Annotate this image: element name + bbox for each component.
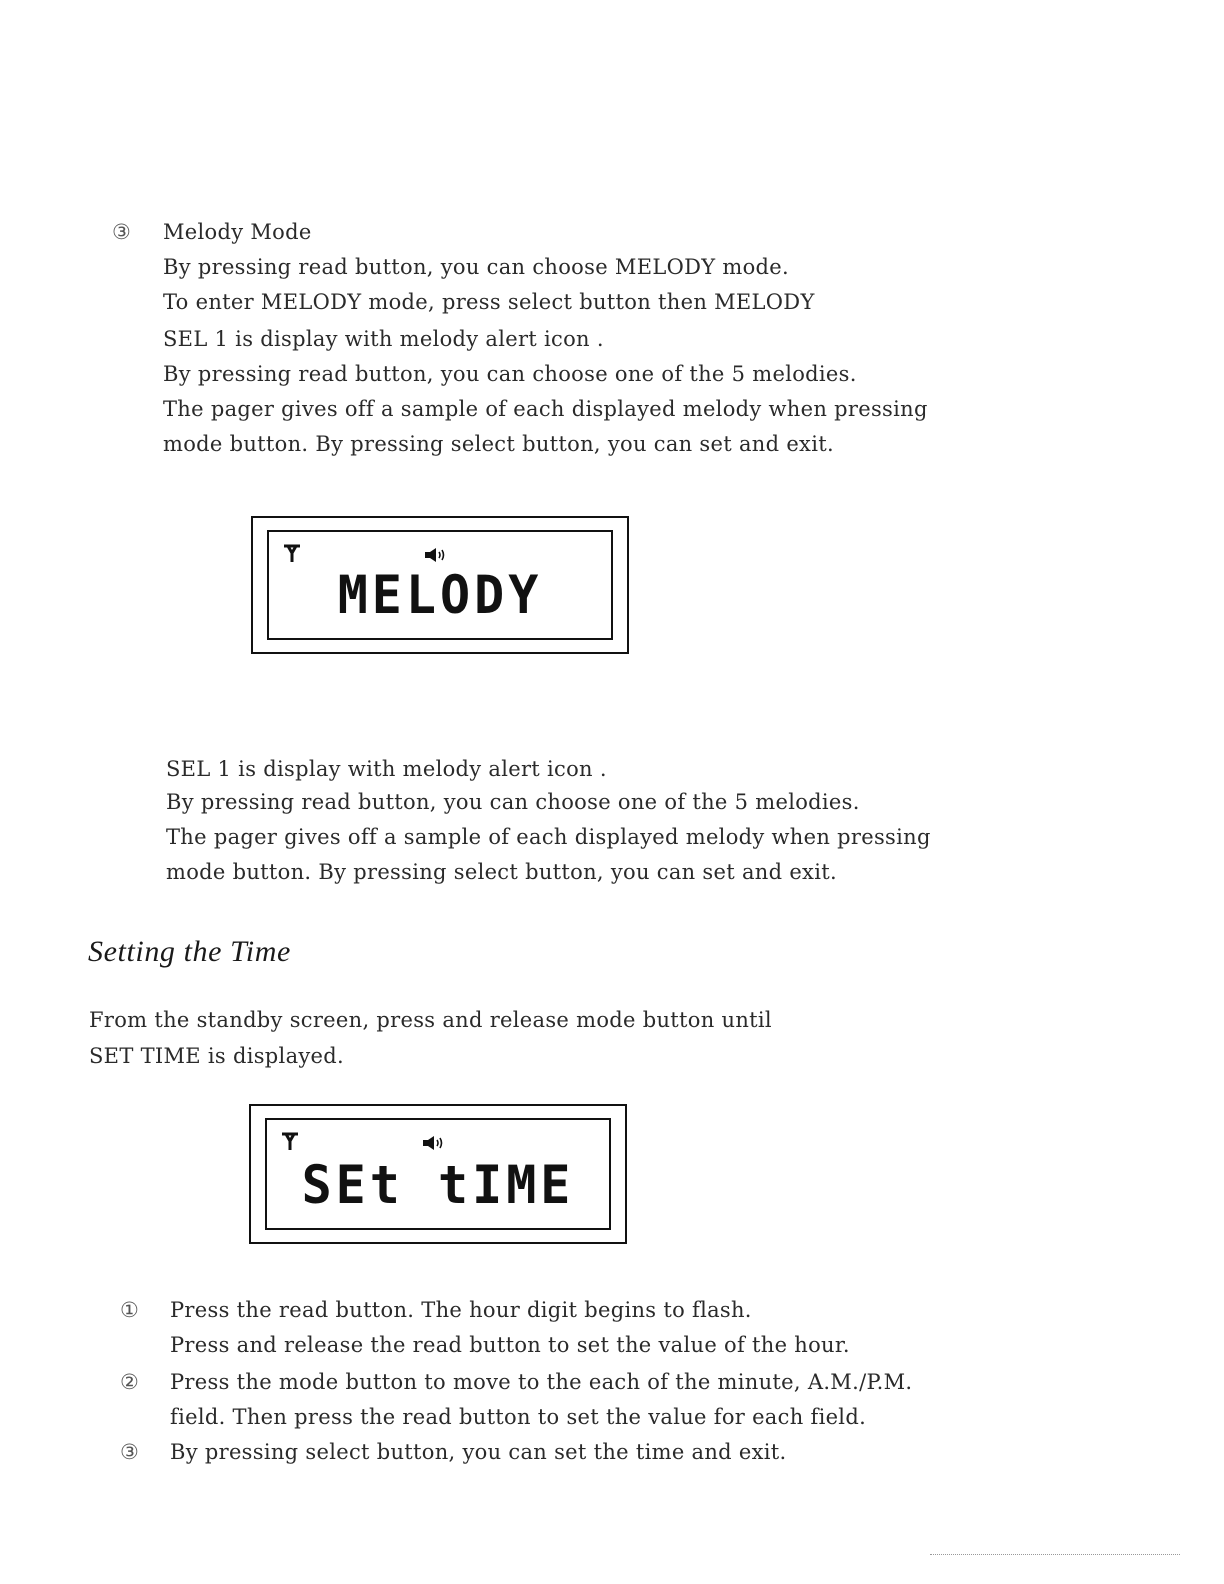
- lcd-text: SEt tIME: [301, 1154, 575, 1216]
- text-line: mode button. By pressing select button, you can set and exit.: [163, 432, 834, 456]
- lcd-screen: [267, 530, 613, 640]
- lcd-text: MELODY: [337, 564, 543, 626]
- text-line: field. Then press the read button to set the value for each field.: [170, 1405, 867, 1429]
- antenna-icon: [283, 544, 301, 564]
- text-line: Press the read button. The hour digit begins to flash.: [170, 1298, 752, 1322]
- text-line: Press the mode button to move to the each of the minute, A.M./P.M.: [170, 1370, 913, 1394]
- text-line: Press and release the read button to set the value of the hour.: [170, 1333, 850, 1357]
- text-line: By pressing read button, you can choose MELODY mode.: [163, 255, 789, 279]
- scan-artifact: [930, 1554, 1180, 1556]
- lcd-screen: [265, 1118, 611, 1230]
- section-heading: Setting the Time: [88, 935, 291, 968]
- text-line: The pager gives off a sample of each displayed melody when pressing: [163, 397, 928, 421]
- lcd-display-set-time: [249, 1104, 627, 1244]
- step-number: ②: [120, 1370, 139, 1394]
- text-line: SEL 1 is display with melody alert icon .: [163, 327, 604, 351]
- step-number: ③: [120, 1440, 139, 1464]
- text-line: SET TIME is displayed.: [89, 1044, 345, 1068]
- text-line: By pressing read button, you can choose one of the 5 melodies.: [166, 790, 860, 814]
- text-line: mode button. By pressing select button, you can set and exit.: [166, 860, 837, 884]
- text-line: SEL 1 is display with melody alert icon .: [166, 757, 607, 781]
- antenna-icon: [281, 1132, 299, 1152]
- text-line: From the standby screen, press and release mode button until: [89, 1008, 772, 1032]
- speaker-icon: [422, 1136, 446, 1150]
- lcd-display-melody: [251, 516, 629, 654]
- text-line: By pressing select button, you can set the time and exit.: [170, 1440, 787, 1464]
- text-line: By pressing read button, you can choose one of the 5 melodies.: [163, 362, 857, 386]
- section-title: Melody Mode: [163, 220, 312, 244]
- step-number: ①: [120, 1298, 139, 1322]
- text-line: The pager gives off a sample of each displayed melody when pressing: [166, 825, 931, 849]
- step-number: ③: [112, 220, 131, 244]
- speaker-icon: [424, 548, 448, 562]
- text-line: To enter MELODY mode, press select button then MELODY: [163, 290, 815, 314]
